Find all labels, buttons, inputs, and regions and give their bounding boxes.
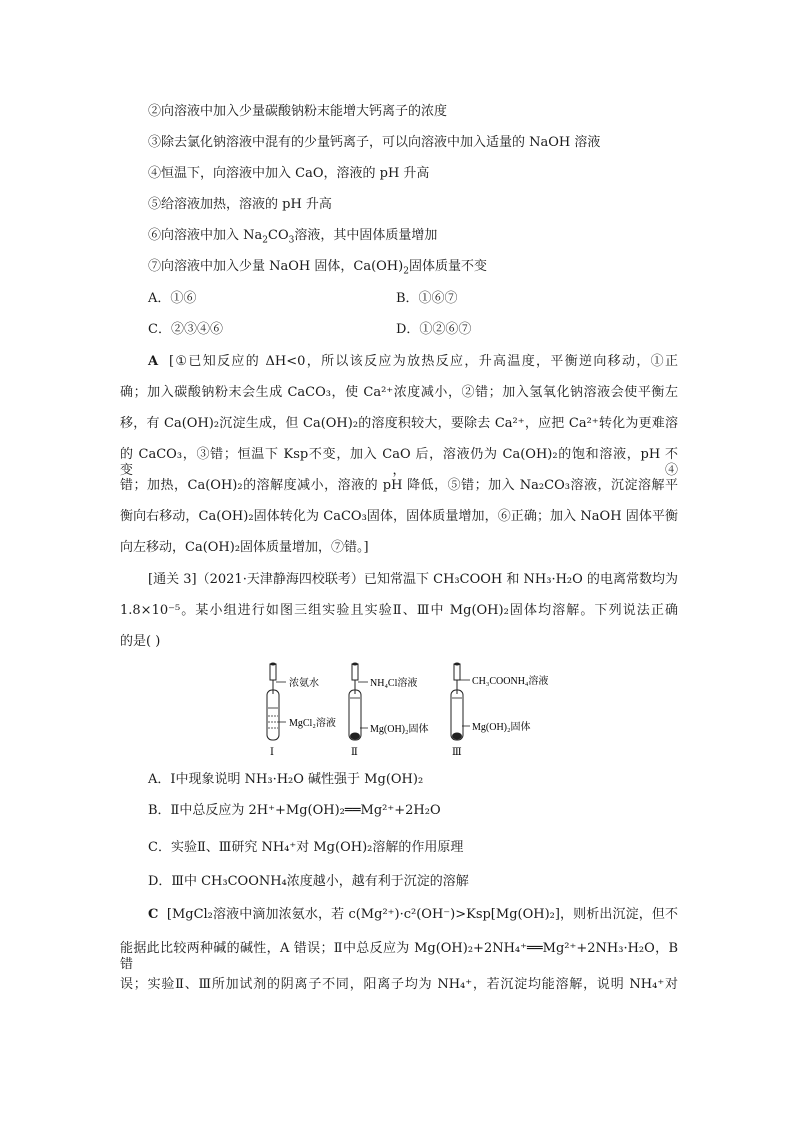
q3-option-c: C．实验Ⅱ、Ⅲ研究 NH₄⁺对 Mg(OH)₂溶解的作用原理 xyxy=(148,840,464,855)
tube-2-bottom-label: Mg(OH)₂固体 xyxy=(370,724,429,735)
tube-1 xyxy=(267,663,336,757)
tube-3-number: Ⅲ xyxy=(452,747,462,756)
answer1-letter: A xyxy=(148,354,159,369)
answer3-line3: 误；实验Ⅱ、Ⅲ所加试剂的阴离子不同，阳离子均为 NH₄⁺，若沉淀均能溶解，说明 NH₄⁺对 xyxy=(120,977,678,992)
q3-option-b: B．Ⅱ中总反应为 2H⁺+Mg(OH)₂══Mg²⁺+2H₂O xyxy=(148,803,441,818)
statement-7-part2: 固体质量不变 xyxy=(408,259,487,274)
q2-option-b: B．①⑥⑦ xyxy=(396,291,458,306)
q3-line3: 的是( ) xyxy=(120,634,161,649)
q2-option-a: A．①⑥ xyxy=(148,291,197,306)
statement-6-part1: ⑥向溶液中加入 Na xyxy=(148,228,263,243)
q3-line1: [通关 3]（2021·天津静海四校联考）已知常温下 CH₃COOH 和 NH₃·H₂O 的电离常数均为 xyxy=(148,572,678,587)
answer1-line1 xyxy=(120,354,678,370)
tube-2-number: Ⅱ xyxy=(351,747,358,756)
answer1-line6: 衡向右移动，Ca(OH)₂固体转化为 CaCO₃固体，固体质量增加，⑥正确；加入 NaOH 固体平衡 xyxy=(120,509,678,524)
statement-4: ④恒温下，向溶液中加入 CaO，溶液的 pH 升高 xyxy=(148,166,430,181)
tube-1-bottom-label: MgCl₂溶液 xyxy=(289,718,336,729)
statement-2: ②向溶液中加入少量碳酸钠粉末能增大钙离子的浓度 xyxy=(148,104,448,119)
q2-option-c: C．②③④⑥ xyxy=(148,322,223,337)
q2-option-d: D．①②⑥⑦ xyxy=(396,322,472,337)
tube-3-bottom-label: Mg(OH)₂固体 xyxy=(472,722,531,733)
statement-7: ⑦向溶液中加入少量 NaOH 固体，$Ca(OH)_2$固体质量不变 xyxy=(148,259,487,277)
tube-2-top-label: NH₄Cl溶液 xyxy=(370,678,418,689)
tube-2 xyxy=(349,663,428,757)
experiment-figure xyxy=(262,660,562,756)
answer3-letter: C xyxy=(148,907,159,922)
test-tubes-diagram xyxy=(262,660,562,756)
q3-option-a: A．Ⅰ中现象说明 NH₃·H₂O 碱性强于 Mg(OH)₂ xyxy=(148,772,424,787)
tube-1-top-label: 浓氨水 xyxy=(289,678,319,689)
answer3-text1: [MgCl₂溶液中滴加浓氨水，若 c(Mg²⁺)·c²(OH⁻)>Ksp[Mg(OH)₂]，则析出沉淀，但不 xyxy=(166,907,679,922)
q3-line2: 1.8×10⁻⁵。某小组进行如图三组实验且实验Ⅱ、Ⅲ中 Mg(OH)₂固体均溶解。下列说法正确 xyxy=(120,603,678,618)
answer3-line1 xyxy=(120,907,678,923)
answer3-line2: 能据此比较两种碱的碱性，A 错误；Ⅱ中总反应为 Mg(OH)₂+2NH₄⁺══Mg²⁺+2NH₃·H₂O，B 错 xyxy=(120,941,678,972)
tube-3-top-label: CH₃COONH₄溶液 xyxy=(472,676,549,687)
answer1-line2: 确；加入碳酸钠粉末会生成 CaCO₃，使 Ca²⁺浓度减小，②错；加入氢氧化钠溶液会使平衡左 xyxy=(120,385,678,400)
statement-6: ⑥向溶液中加入 $Na_2CO_3$溶液，其中固体质量增加 xyxy=(148,228,438,246)
tube-3 xyxy=(451,663,548,757)
statement-3: ③除去氯化钠溶液中混有的少量钙离子，可以向溶液中加入适量的 NaOH 溶液 xyxy=(148,135,601,150)
statement-6-part2: 溶液，其中固体质量增加 xyxy=(294,228,438,243)
q3-option-d: D．Ⅲ中 CH₃COONH₄浓度越小，越有利于沉淀的溶解 xyxy=(148,874,469,889)
answer1-line5: 错；加热，Ca(OH)₂的溶解度减小，溶液的 pH 降低，⑤错；加入 Na₂CO₃溶液，沉淀溶解平 xyxy=(120,478,678,493)
statement-5: ⑤给溶液加热，溶液的 pH 升高 xyxy=(148,197,332,212)
answer1-line7: 向左移动，Ca(OH)₂固体质量增加，⑦错。] xyxy=(120,540,369,555)
tube-1-number: Ⅰ xyxy=(270,747,274,756)
answer1-line4: 的 CaCO₃，③错；恒温下 Ksp不变，加入 CaO 后，溶液仍为 Ca(OH)₂的饱和溶液，pH 不变，④ xyxy=(120,447,678,478)
statement-7-part1: ⑦向溶液中加入少量 NaOH 固体，Ca(OH) xyxy=(148,259,404,274)
answer1-text1: [①已知反应的 ΔH<0，所以该反应为放热反应，升高温度，平衡逆向移动，①正 xyxy=(169,354,679,369)
answer1-line3: 移，有 Ca(OH)₂沉淀生成，但 Ca(OH)₂的溶度积较大，要除去 Ca²⁺，应把 Ca²⁺转化为更难溶 xyxy=(120,416,678,431)
